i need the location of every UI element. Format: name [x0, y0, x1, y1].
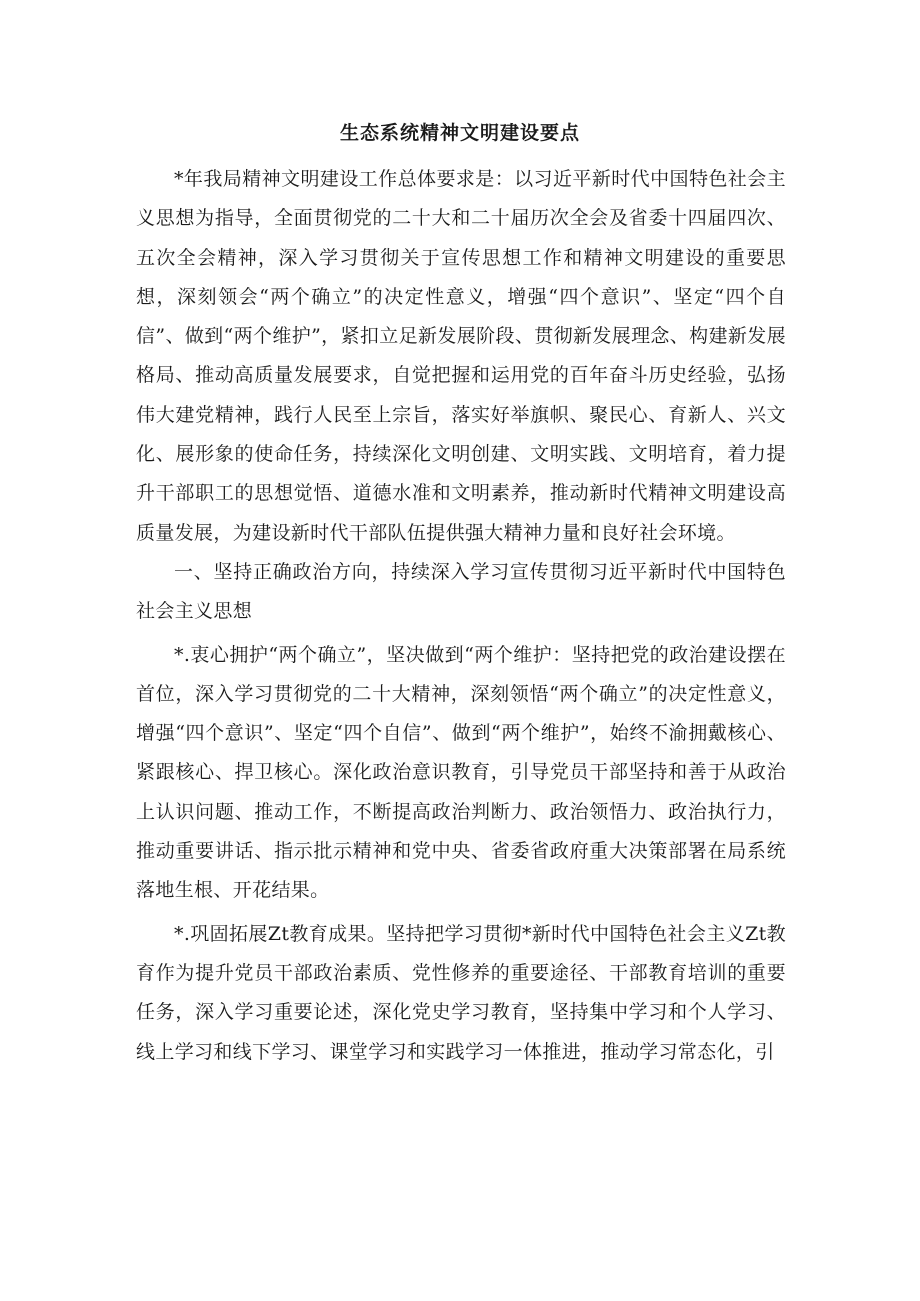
item-paragraph-2: *.巩固拓展Zt教育成果。坚持把学习贯彻*新时代中国特色社会主义Zt教育作为提升党员干部政治素质、党性修养的重要途径、干部教育培训的重要任务，深入学习重要论述，深化党史学习教育，坚持集中学习和个人学习、线上学习和线下学习、课堂学习和实践学习一体推进，推动学习常态化，引: [136, 922, 786, 1063]
section-heading-1: 一、坚持正确政治方向，持续深入学习宣传贯彻习近平新时代中国特色社会主义思想: [136, 560, 786, 623]
document-body: [136, 160, 786, 1072]
item-paragraph-1: *.衷心拥护“两个确立”，坚决做到“两个维护：坚持把党的政治建设摆在首位，深入学习贯彻党的二十大精神，深刻领悟“两个确立”的决定性意义，增强“四个意识”、坚定“四个自信”、做到“两个维护”，始终不渝拥戴核心、紧跟核心、捍卫核心。深化政治意识教育，引导党员干部坚持和善于从政治上认识问题、推动工作，不断提高政治判断力、政治领悟力、政治执行力，推动重要讲话、指示批示精神和党中央、省委省政府重大决策部署在局系统落地生根、开花结果。: [136, 643, 786, 902]
document-title: 生态系统精神文明建设要点: [339, 122, 580, 144]
intro-paragraph: *年我局精神文明建设工作总体要求是：以习近平新时代中国特色社会主义思想为指导，全面贯彻党的二十大和二十届历次全会及省委十四届四次、五次全会精神，深入学习贯彻关于宣传思想工作和精神文明建设的重要思想，深刻领会“两个确立”的决定性意义，增强“四个意识”、坚定“四个自信”、做到“两个维护”，紧扣立足新发展阶段、贯彻新发展理念、构建新发展格局、推动高质量发展要求，自觉把握和运用党的百年奋斗历史经验，弘扬伟大建党精神，践行人民至上宗旨，落实好举旗帜、聚民心、育新人、兴文化、展形象的使命任务，持续深化文明创建、文明实践、文明培育，着力提升干部职工的思想觉悟、道德水准和文明素养，推动新时代精神文明建设高质量发展，为建设新时代干部队伍提供强大精神力量和良好社会环境。: [136, 168, 786, 544]
